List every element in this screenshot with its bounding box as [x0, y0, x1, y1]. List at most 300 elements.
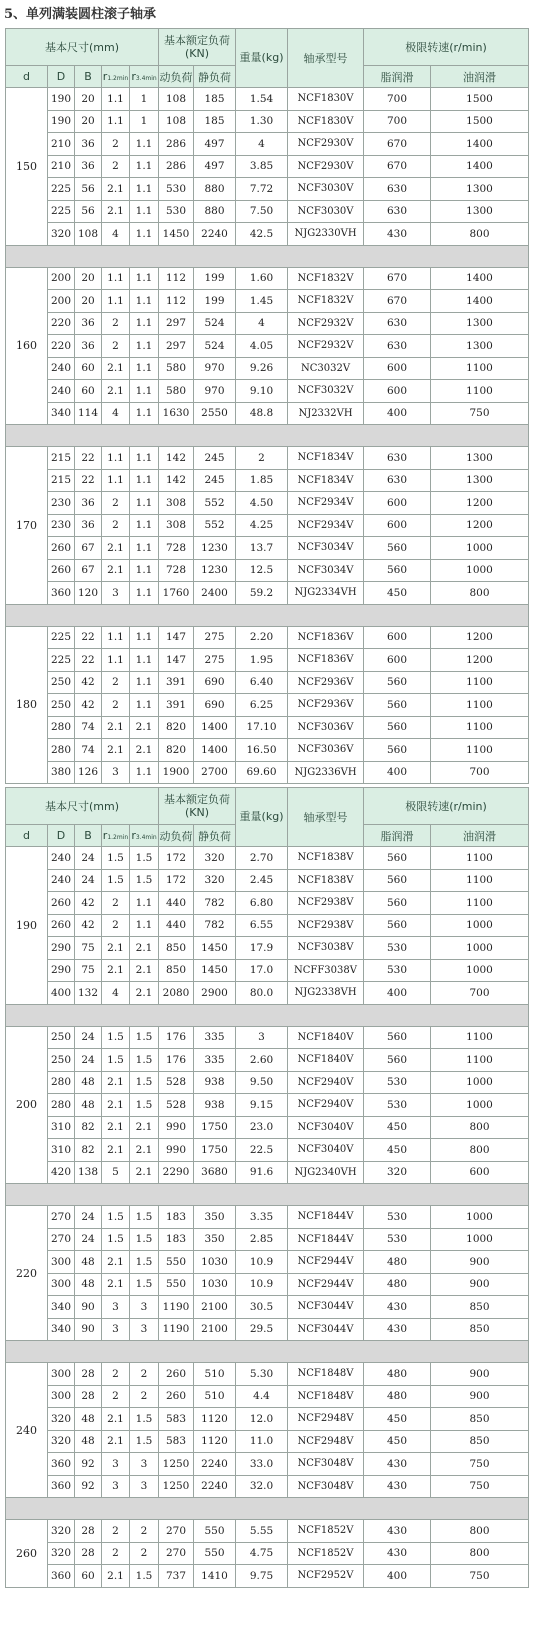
table-cell: 56 — [75, 200, 102, 223]
group-separator — [6, 1498, 529, 1520]
table-cell: 320 — [364, 1161, 431, 1184]
table-cell: 10.9 — [236, 1251, 288, 1274]
table-cell: NCF1830V — [288, 110, 364, 133]
table-cell: 4.4 — [236, 1385, 288, 1408]
table-cell: 1100 — [431, 357, 529, 380]
table-cell: 9.15 — [236, 1094, 288, 1117]
table-cell: NCF3040V — [288, 1116, 364, 1139]
bore-diameter: 200 — [6, 1026, 48, 1184]
table-cell: 480 — [364, 1251, 431, 1274]
table-cell: 580 — [159, 380, 194, 403]
table-cell: 225 — [48, 649, 75, 672]
table-cell: 28 — [75, 1542, 102, 1565]
table-cell: 1400 — [194, 716, 236, 739]
table-cell: NCF2944V — [288, 1251, 364, 1274]
table-cell: 1900 — [159, 761, 194, 784]
table-row — [6, 1139, 529, 1162]
table-cell: 4 — [102, 982, 130, 1005]
table-cell: 2100 — [194, 1318, 236, 1341]
table-cell: 550 — [194, 1542, 236, 1565]
bore-diameter: 180 — [6, 626, 48, 784]
table-cell: 270 — [48, 1228, 75, 1251]
table-cell: 20 — [75, 88, 102, 111]
table-cell: 800 — [431, 1116, 529, 1139]
table-cell: NCFF3038V — [288, 959, 364, 982]
table-cell: 1250 — [159, 1453, 194, 1476]
table-cell: 1.1 — [130, 559, 159, 582]
header-basic-dims: 基本尺寸(mm) — [6, 29, 159, 66]
table-cell: NJG2330VH — [288, 223, 364, 246]
table-cell: 24 — [75, 1206, 102, 1229]
table-cell: NCF2936V — [288, 671, 364, 694]
table-cell: 3 — [102, 1453, 130, 1476]
table-cell: 210 — [48, 155, 75, 178]
table-cell: 1030 — [194, 1251, 236, 1274]
table-cell: 1750 — [194, 1139, 236, 1162]
table-cell: 970 — [194, 380, 236, 403]
table-cell: 1.1 — [130, 892, 159, 915]
table-cell: 1.5 — [102, 869, 130, 892]
table-cell: 56 — [75, 178, 102, 201]
header-D: D — [48, 66, 75, 88]
table-cell: 1.1 — [130, 357, 159, 380]
table-cell: 199 — [194, 267, 236, 290]
table-cell: 1.1 — [130, 914, 159, 937]
table-cell: 250 — [48, 671, 75, 694]
table-cell: 1100 — [431, 671, 529, 694]
table-cell: 24 — [75, 1049, 102, 1072]
table-cell: 1.1 — [130, 178, 159, 201]
table-cell: 82 — [75, 1116, 102, 1139]
table-cell: NCF2940V — [288, 1094, 364, 1117]
bore-diameter: 260 — [6, 1520, 48, 1588]
table-cell: 67 — [75, 537, 102, 560]
table-cell: 630 — [364, 178, 431, 201]
table-cell: 450 — [364, 582, 431, 605]
table-cell: 600 — [364, 380, 431, 403]
table-cell: 220 — [48, 312, 75, 335]
table-cell: 550 — [194, 1520, 236, 1543]
table-cell: 112 — [159, 267, 194, 290]
table-cell: 550 — [159, 1273, 194, 1296]
table-cell: 700 — [364, 110, 431, 133]
table-cell: 260 — [159, 1385, 194, 1408]
table-cell: 2 — [130, 1520, 159, 1543]
table-cell: 1 — [130, 110, 159, 133]
table-cell: 430 — [364, 1453, 431, 1476]
table-row — [6, 937, 529, 960]
table-cell: 90 — [75, 1296, 102, 1319]
table-cell: 2 — [102, 892, 130, 915]
table-cell: 391 — [159, 671, 194, 694]
table-cell: 220 — [48, 335, 75, 358]
header-B: B — [75, 825, 102, 847]
table-cell: 391 — [159, 694, 194, 717]
table-cell: 1.5 — [102, 1049, 130, 1072]
table-cell: 2 — [102, 514, 130, 537]
header-r12-sub: 1.2min — [107, 834, 129, 841]
table-cell: 850 — [159, 959, 194, 982]
table-cell: 2700 — [194, 761, 236, 784]
table-cell: NCF3030V — [288, 200, 364, 223]
group-separator — [6, 1184, 529, 1206]
table-cell: NCF2932V — [288, 335, 364, 358]
table-cell: 2.1 — [102, 1116, 130, 1139]
table-cell: 450 — [364, 1139, 431, 1162]
table-cell: 142 — [159, 469, 194, 492]
table-cell: 1.1 — [102, 88, 130, 111]
table-cell: 225 — [48, 626, 75, 649]
header-weight: 重量(kg) — [236, 29, 288, 88]
table-cell: 1500 — [431, 110, 529, 133]
table-cell: NCF3036V — [288, 716, 364, 739]
header-speed-limit: 极限转速(r/min) — [364, 788, 529, 825]
table-cell: NCF3044V — [288, 1318, 364, 1341]
table-cell: 2.60 — [236, 1049, 288, 1072]
table-cell: 1120 — [194, 1430, 236, 1453]
table-cell: 560 — [364, 694, 431, 717]
header-oil: 油润滑 — [431, 66, 529, 88]
table-cell: 1.60 — [236, 267, 288, 290]
table-cell: 190 — [48, 88, 75, 111]
table-cell: 80.0 — [236, 982, 288, 1005]
table-cell: 430 — [364, 1475, 431, 1498]
table-row — [6, 649, 529, 672]
table-cell: 900 — [431, 1385, 529, 1408]
table-cell: 728 — [159, 537, 194, 560]
table-cell: 2100 — [194, 1296, 236, 1319]
table-cell: 630 — [364, 469, 431, 492]
table-cell: 380 — [48, 761, 75, 784]
table-cell: 2 — [102, 914, 130, 937]
table-cell: 280 — [48, 716, 75, 739]
table-cell: 1100 — [431, 739, 529, 762]
table-cell: 5 — [102, 1161, 130, 1184]
table-cell: 2 — [102, 671, 130, 694]
table-cell: 108 — [159, 88, 194, 111]
table-cell: 1.1 — [130, 447, 159, 470]
header-static: 静负荷 — [194, 825, 236, 847]
table-cell: 1400 — [431, 267, 529, 290]
table-cell: 1.1 — [130, 514, 159, 537]
table-cell: 782 — [194, 914, 236, 937]
table-cell: 2.1 — [130, 959, 159, 982]
table-cell: 530 — [364, 1206, 431, 1229]
header-r34-sub: 3.4min — [135, 75, 157, 82]
table-cell: 1.5 — [130, 1565, 159, 1588]
table-row — [6, 1408, 529, 1431]
table-cell: 108 — [75, 223, 102, 246]
table-cell: 2.1 — [102, 1408, 130, 1431]
table-cell: 250 — [48, 1026, 75, 1049]
table-cell: 1.5 — [102, 1228, 130, 1251]
table-row — [6, 88, 529, 111]
table-cell: 172 — [159, 847, 194, 870]
table-cell: 230 — [48, 514, 75, 537]
table-cell: 510 — [194, 1363, 236, 1386]
table-cell: 782 — [194, 892, 236, 915]
table-cell: NCF1840V — [288, 1049, 364, 1072]
table-row — [6, 1475, 529, 1498]
table-cell: 1.1 — [130, 223, 159, 246]
table-cell: 560 — [364, 1026, 431, 1049]
table-cell: 360 — [48, 1453, 75, 1476]
bearing-table-2 — [5, 787, 528, 1588]
table-cell: 990 — [159, 1139, 194, 1162]
table-cell: 300 — [48, 1251, 75, 1274]
table-cell: 280 — [48, 1071, 75, 1094]
table-cell: 450 — [364, 1430, 431, 1453]
table-cell: 1410 — [194, 1565, 236, 1588]
table-cell: 1.1 — [102, 290, 130, 313]
table-cell: 1450 — [194, 959, 236, 982]
table-cell: 210 — [48, 133, 75, 156]
table-cell: 240 — [48, 847, 75, 870]
table-cell: 530 — [364, 1071, 431, 1094]
table-cell: 1.5 — [130, 1206, 159, 1229]
table-cell: 2900 — [194, 982, 236, 1005]
table-cell: 480 — [364, 1385, 431, 1408]
table-cell: NCF2940V — [288, 1071, 364, 1094]
table-cell: 2290 — [159, 1161, 194, 1184]
table-cell: 1300 — [431, 447, 529, 470]
table-cell: NCF2938V — [288, 892, 364, 915]
table-cell: 69.60 — [236, 761, 288, 784]
table-cell: 1300 — [431, 200, 529, 223]
table-cell: 630 — [364, 447, 431, 470]
table-cell: 320 — [194, 847, 236, 870]
table-cell: 1000 — [431, 937, 529, 960]
table-cell: 6.80 — [236, 892, 288, 915]
table-cell: 3 — [102, 1296, 130, 1319]
table-cell: 2.1 — [102, 537, 130, 560]
table-cell: 28 — [75, 1385, 102, 1408]
table-cell: 1500 — [431, 88, 529, 111]
bore-diameter: 160 — [6, 267, 48, 425]
table-cell: 36 — [75, 133, 102, 156]
table-cell: 1.1 — [130, 380, 159, 403]
table-cell: NC3032V — [288, 357, 364, 380]
table-cell: 850 — [159, 937, 194, 960]
table-row — [6, 1094, 529, 1117]
table-cell: 75 — [75, 937, 102, 960]
table-cell: 28 — [75, 1363, 102, 1386]
header-r34: r3.4min — [130, 825, 159, 847]
table-cell: 1.1 — [130, 582, 159, 605]
table-cell: NCF2930V — [288, 155, 364, 178]
table-row — [6, 914, 529, 937]
table-cell: 1.5 — [102, 1206, 130, 1229]
table-cell: 420 — [48, 1161, 75, 1184]
table-cell: 2240 — [194, 1475, 236, 1498]
table-cell: 142 — [159, 447, 194, 470]
table-cell: 690 — [194, 671, 236, 694]
table-cell: 560 — [364, 739, 431, 762]
table-cell: 750 — [431, 1475, 529, 1498]
table-row — [6, 1430, 529, 1453]
table-cell: 3680 — [194, 1161, 236, 1184]
table-cell: 530 — [364, 1094, 431, 1117]
table-cell: 560 — [364, 914, 431, 937]
table-cell: 530 — [364, 959, 431, 982]
table-cell: 1.1 — [130, 694, 159, 717]
table-cell: 820 — [159, 739, 194, 762]
table-cell: 350 — [194, 1228, 236, 1251]
table-cell: NCF1836V — [288, 626, 364, 649]
table-cell: 2.1 — [102, 1430, 130, 1453]
table-cell: 2.1 — [130, 739, 159, 762]
table-cell: 360 — [48, 582, 75, 605]
table-cell: 800 — [431, 1139, 529, 1162]
table-cell: 750 — [431, 1565, 529, 1588]
header-basic-dims: 基本尺寸(mm) — [6, 788, 159, 825]
table-cell: 1.1 — [130, 537, 159, 560]
table-cell: 2 — [102, 1520, 130, 1543]
table-cell: 3 — [130, 1296, 159, 1319]
table-row — [6, 1520, 529, 1543]
table-cell: 308 — [159, 492, 194, 515]
table-cell: 552 — [194, 492, 236, 515]
table-cell: 29.5 — [236, 1318, 288, 1341]
table-cell: 1300 — [431, 312, 529, 335]
table-cell: 22 — [75, 469, 102, 492]
table-cell: 2 — [130, 1542, 159, 1565]
table-cell: 280 — [48, 739, 75, 762]
table-cell: 275 — [194, 649, 236, 672]
header-d: d — [6, 66, 48, 88]
table-cell: 4 — [236, 312, 288, 335]
table-cell: 2.1 — [102, 178, 130, 201]
page-title: 5、单列满装圆柱滚子轴承 — [4, 7, 157, 22]
table-cell: 7.72 — [236, 178, 288, 201]
table-row — [6, 1206, 529, 1229]
table-row — [6, 1273, 529, 1296]
table-cell: 2550 — [194, 402, 236, 425]
table-cell: 1.45 — [236, 290, 288, 313]
table-cell: 48 — [75, 1273, 102, 1296]
bearing-table-1 — [5, 28, 528, 784]
table-cell: 260 — [48, 892, 75, 915]
header-r12: r1.2min — [102, 825, 130, 847]
header-static: 静负荷 — [194, 66, 236, 88]
table-cell: 48 — [75, 1430, 102, 1453]
table-cell: 190 — [48, 110, 75, 133]
table-cell: 36 — [75, 492, 102, 515]
table-cell: 430 — [364, 1318, 431, 1341]
table-cell: NCF1852V — [288, 1542, 364, 1565]
table-cell: 290 — [48, 937, 75, 960]
table-cell: 48 — [75, 1071, 102, 1094]
table-cell: 737 — [159, 1565, 194, 1588]
table-cell: NCF3030V — [288, 178, 364, 201]
table-cell: 1.5 — [130, 1430, 159, 1453]
table-cell: 42 — [75, 914, 102, 937]
table-cell: 42 — [75, 892, 102, 915]
table-row — [6, 582, 529, 605]
header-speed-limit: 极限转速(r/min) — [364, 29, 529, 66]
table-cell: 335 — [194, 1049, 236, 1072]
table-cell: 297 — [159, 312, 194, 335]
table-cell: 48 — [75, 1094, 102, 1117]
table-cell: 1.5 — [102, 1026, 130, 1049]
table-cell: 1200 — [431, 492, 529, 515]
table-cell: 2240 — [194, 1453, 236, 1476]
table-cell: 11.0 — [236, 1430, 288, 1453]
table-cell: 430 — [364, 1520, 431, 1543]
table-cell: 82 — [75, 1139, 102, 1162]
table-cell: NCF1836V — [288, 649, 364, 672]
table-cell: 1300 — [431, 335, 529, 358]
table-cell: NCF3044V — [288, 1296, 364, 1319]
table-cell: 48.8 — [236, 402, 288, 425]
table-cell: 1.85 — [236, 469, 288, 492]
table-cell: 600 — [364, 492, 431, 515]
table-cell: 3 — [130, 1475, 159, 1498]
table-cell: 400 — [364, 402, 431, 425]
table-cell: 245 — [194, 469, 236, 492]
table-cell: 850 — [431, 1408, 529, 1431]
table-cell: NCF3038V — [288, 937, 364, 960]
table-cell: 2.1 — [130, 716, 159, 739]
table-cell: 1400 — [431, 133, 529, 156]
table-cell: NCF1840V — [288, 1026, 364, 1049]
table-cell: 320 — [48, 1430, 75, 1453]
table-cell: 286 — [159, 155, 194, 178]
table-cell: 4 — [102, 223, 130, 246]
table-cell: 560 — [364, 671, 431, 694]
table-cell: 1.5 — [130, 1049, 159, 1072]
table-cell: 297 — [159, 335, 194, 358]
table-cell: 497 — [194, 133, 236, 156]
table-cell: 200 — [48, 267, 75, 290]
table-cell: 1.1 — [102, 469, 130, 492]
table-cell: 1.1 — [102, 649, 130, 672]
table-cell: 1400 — [431, 290, 529, 313]
table-cell: NCF1830V — [288, 88, 364, 111]
table-cell: 1000 — [431, 1094, 529, 1117]
table-cell: 120 — [75, 582, 102, 605]
table-cell: 230 — [48, 492, 75, 515]
table-cell: 1100 — [431, 380, 529, 403]
table-cell: 1100 — [431, 694, 529, 717]
table-cell: 320 — [48, 223, 75, 246]
table-cell: NCF2952V — [288, 1565, 364, 1588]
table-cell: 1.5 — [130, 847, 159, 870]
table-cell: 132 — [75, 982, 102, 1005]
table-cell: 260 — [48, 914, 75, 937]
table-cell: 1.5 — [102, 847, 130, 870]
table-cell: NJG2336VH — [288, 761, 364, 784]
table-cell: 2 — [102, 1542, 130, 1565]
table-row — [6, 1385, 529, 1408]
table-cell: 340 — [48, 402, 75, 425]
table-cell: 74 — [75, 716, 102, 739]
table-cell: 670 — [364, 290, 431, 313]
table-cell: NCF3034V — [288, 559, 364, 582]
table-cell: 1.1 — [130, 671, 159, 694]
table-cell: NCF3034V — [288, 537, 364, 560]
table-cell: 670 — [364, 155, 431, 178]
table-row — [6, 335, 529, 358]
table-cell: 583 — [159, 1408, 194, 1431]
table-cell: 3 — [130, 1318, 159, 1341]
table-cell: 2.70 — [236, 847, 288, 870]
table-cell: 90 — [75, 1318, 102, 1341]
table-cell: 59.2 — [236, 582, 288, 605]
table-cell: NCF3036V — [288, 739, 364, 762]
table-cell: 560 — [364, 847, 431, 870]
table-cell: 2.1 — [102, 1094, 130, 1117]
